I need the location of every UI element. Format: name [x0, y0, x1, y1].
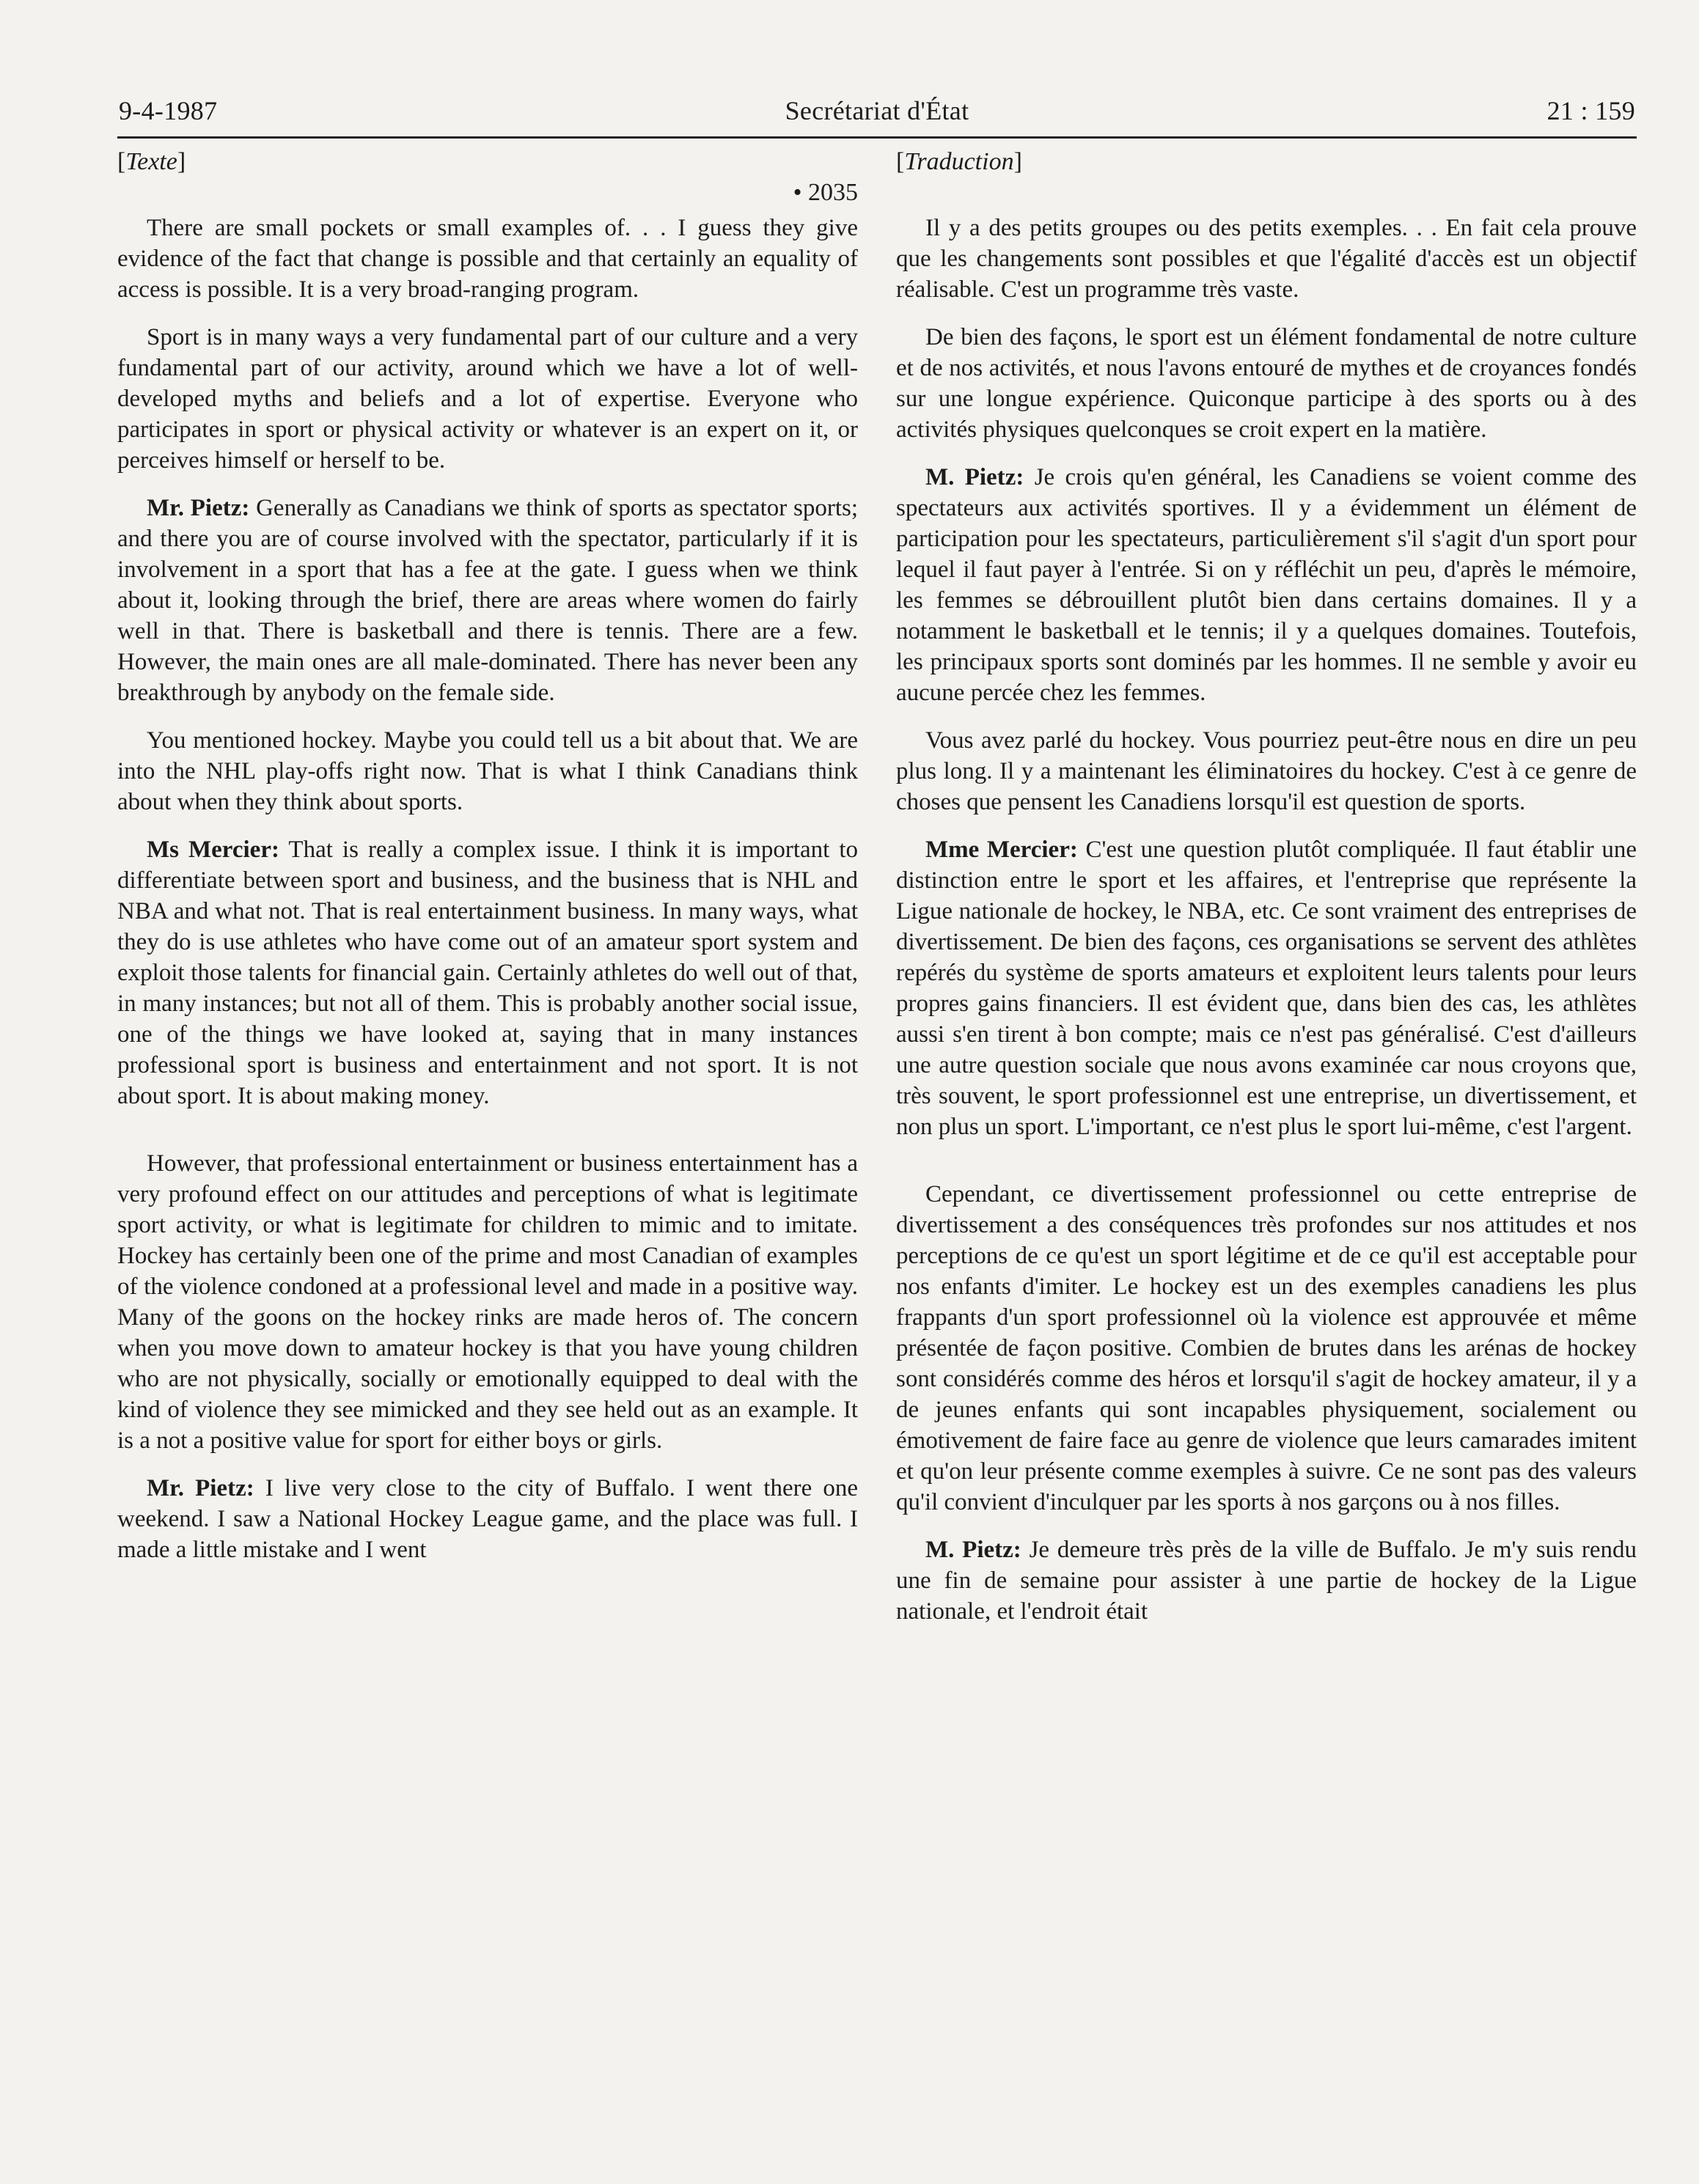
paragraph — [896, 213, 1637, 305]
header-page-number: 21 : 159 — [1546, 96, 1635, 125]
page-header — [117, 88, 1637, 139]
column-tag-texte: [Texte] — [117, 148, 186, 175]
time-marker: • 2035 — [793, 179, 858, 206]
paragraph-text: However, that professional entertainment or business entertainment has a very profound effect on our attitudes and perceptions of what is legitimate sport activity, or what is legitimate for children to mimic and to imitate. Hockey has certainly been one of the prime and most Canadian of examples of the violence condoned at a professional level and made in a positive way. Many of the goons on the hockey rinks are made heros of. The concern when you move down to amateur hockey is that you have young children who are not physically, socially or emotionally equipped to deal with the kind of violence they see mimicked and they see held out as an example. It is a not a positive value for sport for either boys or girls. — [117, 1150, 858, 1454]
paragraph-text: You mentioned hockey. Maybe you could tell us a bit about that. We are into the NHL play-offs right now. That is what I think Canadians think about when they think about sports. — [117, 727, 858, 815]
french-column — [896, 147, 1637, 1644]
paragraph — [117, 1473, 858, 1565]
paragraph-text: Generally as Canadians we think of sports as spectator sports; and there you are of course involved with the spectator, particularly if it is involvement in a sport that has a fee at the gate. I guess when we think about it, looking through the brief, there are areas where women do fairly well in that. There is basketball and there is tennis. There are a few. However, the main ones are all male-dominated. There has never been any breakthrough by anybody on the female side. — [117, 495, 858, 706]
header-title: Secrétariat d'État — [785, 96, 969, 125]
paragraph-text: Vous avez parlé du hockey. Vous pourriez peut-être nous en dire un peu plus long. Il y a maintenant les éliminatoires du hockey. C'est à ce genre de choses que pensent les Canadiens lorsqu'il est question de sports. — [896, 727, 1637, 815]
header-date: 9-4-1987 — [119, 96, 218, 125]
paragraph — [117, 322, 858, 476]
paragraph — [896, 322, 1637, 445]
paragraph-text: Sport is in many ways a very fundamental part of our culture and a very fundamental part of our activity, around which we have a lot of well-developed myths and beliefs and a lot of expertise. Everyone who participates in sport or physical activity or whatever is an expert on it, or perceives himself or herself to be. — [117, 324, 858, 474]
paragraph-text: I live very close to the city of Buffalo. I went there one weekend. I saw a National Hockey League game, and the place was full. I made a little mistake and I went — [117, 1475, 858, 1563]
speaker-label: M. Pietz: — [925, 464, 1024, 490]
paragraph-text: Cependant, ce divertissement professionnel ou cette entreprise de divertissement a des conséquences très profondes sur nos attitudes et nos perceptions de ce qu'est un sport légitime et de ce qu'il est acceptable pour nos enfants d'imiter. Le hockey est un des exemples canadiens les plus frappants d'un sport professionnel où la violence est approuvée et même présentée de façon positive. Combien de brutes dans les arénas de hockey sont considérés comme des héros et lorsqu'il s'agit de hockey amateur, il y a de jeunes enfants qui sont incapables physiquement, socialement ou émotivement de faire face au genre de violence que leurs camarades imitent et qu'on leur présente comme exemples à suivre. Ce ne sont pas des valeurs qu'il convient d'inculquer par les sports à nos garçons ou à nos filles. — [896, 1181, 1637, 1515]
speaker-label: Mme Mercier: — [925, 837, 1078, 863]
speaker-label: Mr. Pietz: — [147, 495, 250, 521]
english-column — [117, 147, 858, 1582]
paragraph — [117, 834, 858, 1111]
column-tag-traduction: [Traduction] — [896, 148, 1022, 175]
paragraph — [117, 213, 858, 305]
paragraph — [117, 493, 858, 708]
paragraph-text: There are small pockets or small examples of. . . I guess they give evidence of the fact that change is possible and that certainly an equality of access is possible. It is a very broad-ranging program. — [117, 215, 858, 303]
paragraph-text: De bien des façons, le sport est un élément fondamental de notre culture et de nos activités, et nous l'avons entouré de mythes et de croyances fondés sur une longue expérience. Quiconque participe à des sports ou à des activités physiques quelconques se croit expert en la matière. — [896, 324, 1637, 443]
marker-spacer — [896, 177, 1637, 208]
paragraph-text: C'est une question plutôt compliquée. Il faut établir une distinction entre le sport et les affaires, et l'entreprise que représente la Ligue nationale de hockey, le NBA, etc. Ce sont vraiment des entreprises de divertissement. De bien des façons, ces organisations se servent des athlètes repérés du système de sports amateurs et exploitent leurs talents pour leurs propres gains financiers. Il est évident que, dans bien des cas, les athlètes aussi s'en tirent à bon compte; mais ce n'est pas généralisé. C'est d'ailleurs une autre question sociale que nous avons examinée car nous croyons que, très souvent, le sport professionnel est une entreprise, un divertissement, et non plus un sport. L'important, ce n'est plus le sport lui-même, c'est l'argent. — [896, 837, 1637, 1140]
paragraph — [117, 725, 858, 817]
paragraph — [896, 1179, 1637, 1518]
paragraph-text: Je crois qu'en général, les Canadiens se voient comme des spectateurs aux activités sportives. Il y a évidemment un élément de participation pour les spectateurs, particulièrement s'il s'agit d'un sport pour lequel il faut payer à l'entrée. Si on y réfléchit un peu, d'après le mémoire, les femmes se débrouillent plutôt bien dans certains domaines. Il y a notamment le basketball et le tennis; il y a quelques domaines. Toutefois, les principaux sports sont dominés par les hommes. Il ne semble y avoir eu aucune percée chez les femmes. — [896, 464, 1637, 706]
paragraph-text: Il y a des petits groupes ou des petits exemples. . . En fait cela prouve que les changements sont possibles et que l'égalité d'accès est un objectif réalisable. C'est un programme très vaste. — [896, 215, 1637, 303]
paragraph-text: Je demeure très près de la ville de Buffalo. Je m'y suis rendu une fin de semaine pour assister à une partie de hockey de la Ligue nationale, et l'endroit était — [896, 1537, 1637, 1625]
speaker-label: M. Pietz: — [925, 1537, 1021, 1563]
speaker-label: Mr. Pietz: — [147, 1475, 254, 1501]
speaker-label: Ms Mercier: — [147, 837, 279, 863]
paragraph — [117, 1148, 858, 1456]
paragraph — [896, 725, 1637, 817]
paragraph-text: That is really a complex issue. I think it is important to differentiate between sport and business, and the business that is NHL and NBA and what not. That is real entertainment business. In many ways, what they do is use athletes who have come out of an amateur sport system and exploit those talents for financial gain. Certainly athletes do well out of that, in many instances; but not all of them. This is probably another social issue, one of the things we have looked at, saying that in many instances professional sport is business and entertainment and not sport. It is not about sport. It is about making money. — [117, 837, 858, 1109]
paragraph — [896, 1534, 1637, 1627]
paragraph — [896, 834, 1637, 1142]
paragraph — [896, 462, 1637, 708]
